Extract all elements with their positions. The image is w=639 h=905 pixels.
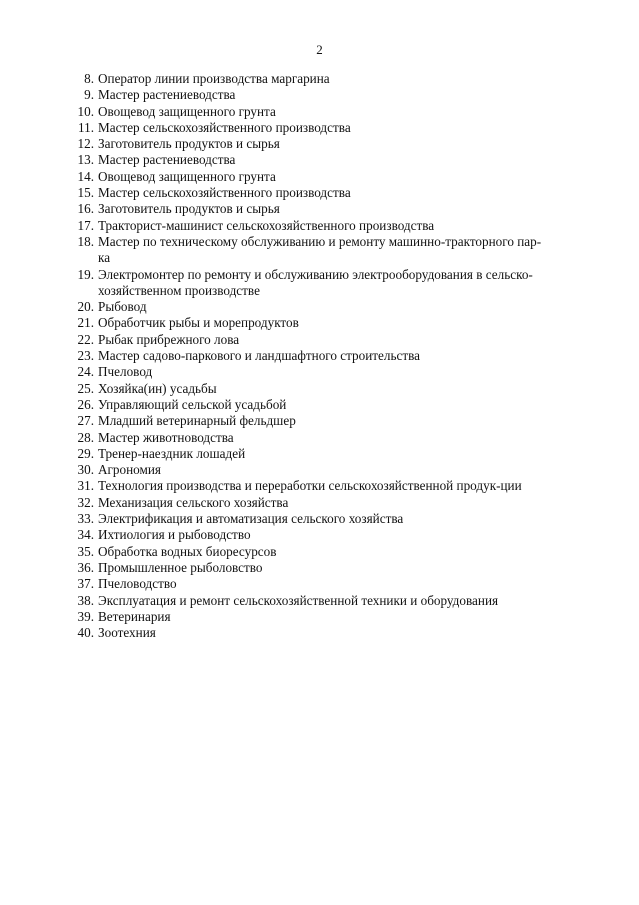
list-item-text: Электромонтер по ремонту и обслуживанию электрооборудования в сельско- хозяйственном производстве <box>98 266 533 298</box>
list-item <box>0 348 639 364</box>
list-item-number: 11. <box>78 119 94 135</box>
list-item-text: Зоотехния <box>98 625 156 641</box>
list-item <box>0 315 639 331</box>
list-item <box>0 593 639 609</box>
list-item <box>0 152 639 168</box>
list-item-number: 23. <box>77 348 94 364</box>
list-item-text: Мастер сельскохозяйственного производства <box>98 185 351 201</box>
list-item <box>0 576 639 592</box>
list-item-text: Промышленное рыболовство <box>98 559 263 575</box>
list-item-text: Оператор линии производства маргарина <box>98 71 330 86</box>
list-item-number: 31. <box>77 478 94 494</box>
list-item <box>0 234 639 267</box>
list-item-text: Ветеринария <box>98 608 171 624</box>
list-item-text: Мастер садово-паркового и ландшафтного строительства <box>98 348 421 364</box>
list-item-number: 18. <box>77 233 94 249</box>
list-item-number: 26. <box>77 396 94 412</box>
list-item-text: Пчеловод <box>98 364 153 380</box>
list-item-number: 25. <box>77 380 94 396</box>
list-item-number: 9. <box>84 87 94 103</box>
list-item-text: Овощевод защищенного грунта <box>98 168 276 184</box>
list-item <box>0 478 639 494</box>
list-item-number: 34. <box>77 527 94 543</box>
list-item <box>0 544 639 560</box>
list-item <box>0 446 639 462</box>
list-item-number: 8. <box>84 71 94 86</box>
list-item <box>0 462 639 478</box>
list-item-text: Ихтиология и рыбоводство <box>98 527 251 543</box>
list-item-text: Мастер животноводства <box>98 429 234 445</box>
list-item-text: Технология производства и переработки сельскохозяйственной продук-ции <box>98 478 522 494</box>
list-item-text: Тренер-наездник лошадей <box>98 445 246 461</box>
list-item-text: Заготовитель продуктов и сырья <box>98 136 280 152</box>
list-item-number: 24. <box>77 364 94 380</box>
list-item-number: 20. <box>77 299 94 315</box>
list-item-number: 27. <box>77 413 94 429</box>
list-item-number: 39. <box>77 608 94 624</box>
list-item-number: 28. <box>77 429 94 445</box>
list-item-text: Агрономия <box>98 462 161 478</box>
list-item-number: 21. <box>77 315 94 331</box>
list-item-number: 30. <box>77 462 94 478</box>
list-item-number: 15. <box>77 185 94 201</box>
list-item-number: 17. <box>77 217 94 233</box>
list-item <box>0 430 639 446</box>
list-item-text: Овощевод защищенного грунта <box>98 103 276 119</box>
list-item <box>0 218 639 234</box>
list-item <box>0 397 639 413</box>
list-item-number: 16. <box>77 201 94 217</box>
list-item <box>0 267 639 300</box>
list-item <box>0 104 639 120</box>
list-item <box>0 495 639 511</box>
list-item <box>0 625 639 641</box>
list-item-text: Мастер растениеводства <box>98 152 236 168</box>
list-item <box>0 413 639 429</box>
list-item-text: Рыбак прибрежного лова <box>98 331 240 347</box>
list-item-text: Мастер сельскохозяйственного производства <box>98 119 351 135</box>
list-item-number: 33. <box>77 511 94 527</box>
list-item-text: Младший ветеринарный фельдшер <box>98 413 296 429</box>
list-item-number: 36. <box>77 559 94 575</box>
list-item <box>0 609 639 625</box>
list-item <box>0 169 639 185</box>
list-item-text: Обработчик рыбы и морепродуктов <box>98 315 299 331</box>
list-item-number: 32. <box>77 494 94 510</box>
list-item-text: Мастер растениеводства <box>98 87 236 103</box>
list-item-number: 35. <box>77 543 94 559</box>
list-item-text: Механизация сельского хозяйства <box>98 494 289 510</box>
list-item-text: Управляющий сельской усадьбой <box>98 396 287 412</box>
list-item-number: 10. <box>77 103 94 119</box>
list-item <box>0 511 639 527</box>
page-number: 2 <box>316 42 323 57</box>
list-item <box>0 120 639 136</box>
list-item <box>0 136 639 152</box>
list-item-number: 14. <box>77 168 94 184</box>
list-item-text: Тракторист-машинист сельскохозяйственного производства <box>98 217 435 233</box>
list-item-text: Обработка водных биоресурсов <box>98 543 277 559</box>
list-item-number: 13. <box>77 152 94 168</box>
list-item <box>0 332 639 348</box>
list-item-number: 40. <box>77 625 94 641</box>
list-item <box>0 527 639 543</box>
list-item-text: Заготовитель продуктов и сырья <box>98 201 280 217</box>
list-item <box>0 201 639 217</box>
list-item-text: Мастер по техническому обслуживанию и ремонту машинно-тракторного пар- ка <box>98 233 542 266</box>
list-item-text: Эксплуатация и ремонт сельскохозяйственной техники и оборудования <box>98 592 499 608</box>
list-item-number: 19. <box>77 266 94 282</box>
list-item-number: 22. <box>77 331 94 347</box>
list-item <box>0 87 639 103</box>
list-item <box>0 185 639 201</box>
list-item-text: Электрификация и автоматизация сельского хозяйства <box>98 511 404 527</box>
list-item <box>0 71 639 87</box>
list-item-text: Пчеловодство <box>98 576 177 592</box>
specialty-list <box>0 71 639 641</box>
list-item <box>0 364 639 380</box>
list-item-number: 29. <box>77 445 94 461</box>
list-item-number: 12. <box>77 136 94 152</box>
list-item <box>0 381 639 397</box>
list-item <box>0 560 639 576</box>
list-item-number: 37. <box>77 576 94 592</box>
list-item-number: 38. <box>77 592 94 608</box>
list-item-text: Рыбовод <box>98 299 147 315</box>
list-item <box>0 299 639 315</box>
list-item-text: Хозяйка(ин) усадьбы <box>98 380 217 396</box>
